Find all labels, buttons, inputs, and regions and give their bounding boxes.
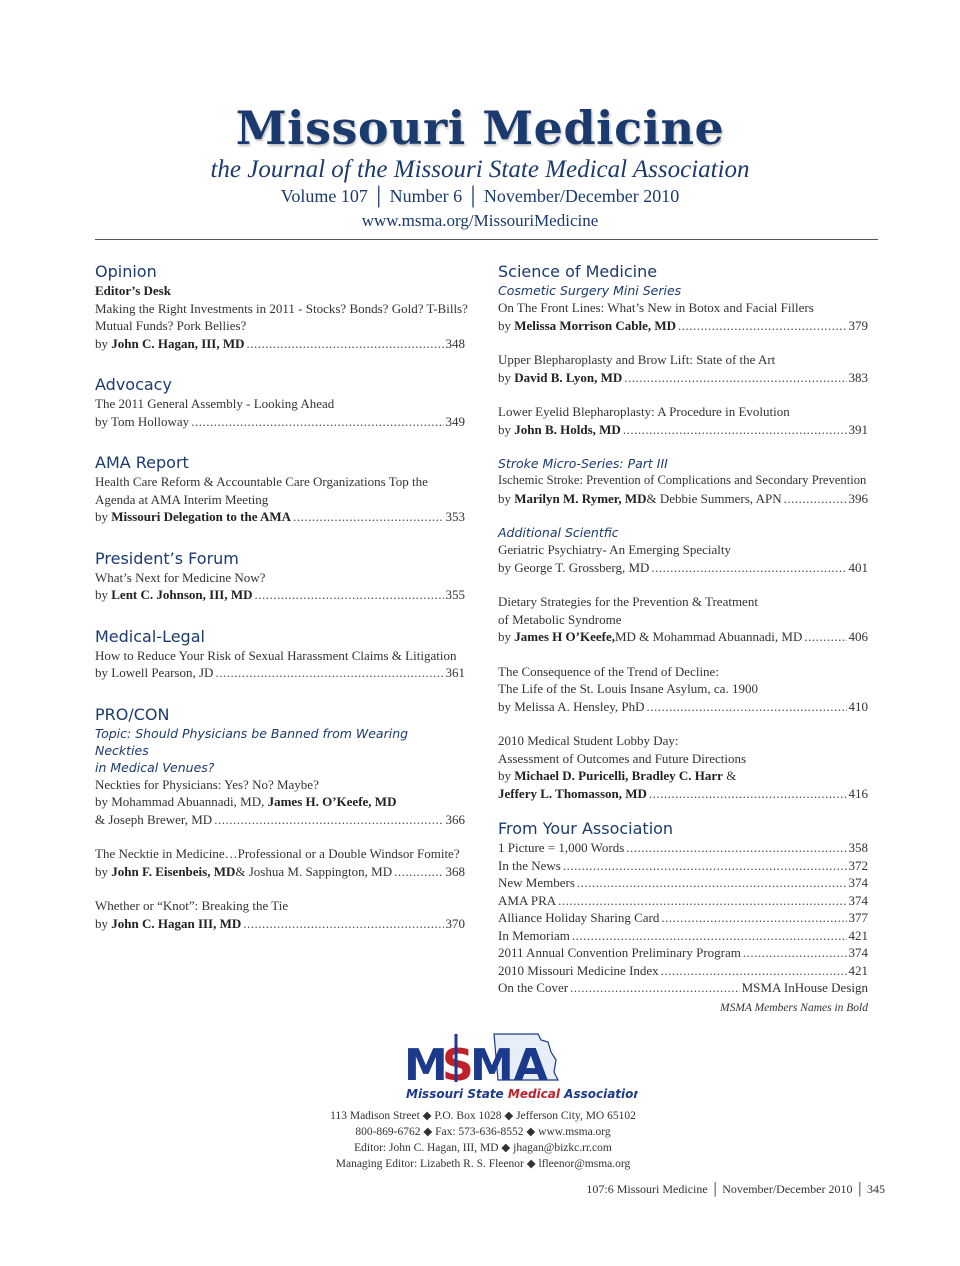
page-number: 374 (848, 875, 868, 890)
page-number: 401 (848, 559, 868, 575)
logo-letters-ma: MA (470, 1040, 548, 1091)
subsection-heading: Editor’s Desk (95, 283, 171, 298)
page-number: 361 (445, 665, 465, 680)
article-title: Ischemic Stroke: Prevention of Complications and Secondary Prevention (498, 473, 867, 487)
dot-leader (293, 508, 443, 526)
dot-leader (743, 944, 847, 962)
dot-leader (661, 909, 846, 927)
toc-entry[interactable]: by Missouri Delegation to the AMA ..... 353 (95, 508, 465, 526)
toc-entry[interactable]: by John F. Eisenbeis, MD & Joshua M. Sappington, MD ..... 368 (95, 863, 465, 881)
page-number: 358 (848, 840, 868, 855)
article-title: Mutual Funds? Pork Bellies? (95, 318, 247, 333)
series-heading: Stroke Micro-Series: Part III (498, 456, 668, 471)
msma-logo (398, 1030, 638, 1106)
article-title: Neckties for Physicians: Yes? No? Maybe? (95, 776, 319, 792)
logo-letter-m: M (404, 1040, 448, 1091)
association-item[interactable] (498, 874, 868, 892)
contact-block (0, 1108, 960, 1172)
page-number: 383 (848, 369, 868, 385)
article-title: How to Reduce Your Risk of Sexual Harassment Claims & Litigation (95, 647, 457, 663)
article-title: Whether or “Knot”: Breaking the Tie (95, 898, 289, 913)
article-title: The Consequence of the Trend of Decline: (498, 663, 719, 679)
editor-line[interactable]: Editor: John C. Hagan, III, MD ◆ jhagan@bizkc.rr.com (354, 1142, 612, 1154)
article-title: Dietary Strategies for the Prevention & Treatment (498, 594, 758, 609)
item-label: On the Cover (498, 980, 569, 995)
author-name: John C. Hagan, III, MD (111, 335, 245, 351)
author-name: Missouri Delegation to the AMA (111, 509, 292, 524)
author-name: by Melissa A. Hensley, PhD (498, 698, 645, 714)
section-heading: President’s Forum (95, 548, 239, 568)
author-name: James H O’Keefe, (514, 629, 615, 644)
author-name: by George T. Grossberg, MD (498, 559, 650, 575)
article-title: Health Care Reform & Accountable Care Organizations Top the (95, 474, 428, 489)
page-number: 348 (445, 335, 465, 351)
page-number: 406 (848, 629, 868, 644)
article-title: Upper Blepharoplasty and Brow Lift: State of the Art (498, 352, 776, 367)
page-number: 396 (848, 490, 868, 506)
toc-entry[interactable]: by David B. Lyon, MD ..... 383 (498, 369, 868, 387)
item-label: New Members (498, 875, 575, 890)
page-number: MSMA InHouse Design (741, 980, 868, 995)
toc-left-column (95, 262, 468, 932)
dot-leader (626, 839, 846, 857)
topic-heading: in Medical Venues? (95, 759, 215, 775)
address-line: 113 Madison Street ◆ P.O. Box 1028 ◆ Jefferson City, MO 65102 (330, 1110, 636, 1122)
logo-organization-name: Missouri State Medical Association (406, 1087, 638, 1101)
toc-entry[interactable] (498, 785, 868, 803)
author-name: Michael D. Puricelli, Bradley C. Harr (514, 768, 723, 783)
author-name: James H. O’Keefe, MD (267, 794, 397, 809)
masthead (0, 100, 960, 232)
item-label: In Memoriam (498, 927, 570, 943)
dot-leader (649, 785, 847, 803)
author-name: Marilyn M. Rymer, MD (514, 490, 647, 506)
section-heading: Advocacy (95, 375, 172, 394)
section-advocacy (95, 375, 465, 430)
association-item[interactable] (498, 927, 868, 945)
association-item[interactable] (498, 892, 868, 910)
section-medical-legal (95, 627, 465, 682)
page-number: 353 (445, 509, 465, 524)
logo-letter-s: S (442, 1040, 474, 1091)
toc-entry[interactable] (498, 559, 868, 577)
section-heading: AMA Report (95, 453, 189, 472)
page-number: 374 (848, 892, 868, 908)
dot-leader (624, 369, 846, 387)
item-label: 2010 Missouri Medicine Index (498, 962, 659, 978)
section-science-of-medicine (498, 262, 868, 438)
dot-leader (647, 698, 847, 716)
section-opinion (95, 262, 468, 352)
series-heading: Additional Scientfic (498, 525, 619, 540)
section-stroke-series (498, 455, 868, 507)
page-number: 355 (445, 587, 465, 602)
toc-entry[interactable]: by John C. Hagan, III, MD ..... 348 (95, 335, 465, 353)
journal-url[interactable]: www.msma.org/MissouriMedicine (361, 211, 599, 230)
dot-leader (804, 628, 846, 646)
article-title: Assessment of Outcomes and Future Directions (498, 750, 747, 766)
author-name: John C. Hagan III, MD (111, 915, 242, 931)
association-item[interactable] (498, 909, 868, 927)
dot-leader (191, 413, 443, 431)
item-label: 2011 Annual Convention Preliminary Program (498, 945, 741, 960)
article-title: Geriatric Psychiatry- An Emerging Specialty (498, 542, 731, 557)
toc-entry[interactable] (95, 811, 465, 829)
article-title: The Life of the St. Louis Insane Asylum, ca. 1900 (498, 681, 758, 696)
page-number: 370 (445, 915, 465, 931)
author-name: John B. Holds, MD (514, 421, 621, 437)
dot-leader (572, 927, 847, 945)
author-name: by Lowell Pearson, JD (95, 665, 214, 680)
article-title: The Necktie in Medicine…Professional or a Double Windsor Fomite? (95, 846, 460, 861)
page-number: 372 (848, 857, 868, 873)
page-folio: 107:6 Missouri Medicine │ November/December 2010 │ 345 (586, 1182, 885, 1196)
toc-entry[interactable]: by James H O’Keefe, MD & Mohammad Abuannadi, MD ..... 406 (498, 628, 868, 646)
association-item[interactable] (498, 962, 868, 980)
author-name: John F. Eisenbeis, MD (111, 863, 236, 879)
section-heading: Medical-Legal (95, 626, 205, 646)
page-number: 416 (848, 785, 868, 801)
toc-entry[interactable]: by John B. Holds, MD ..... 391 (498, 421, 868, 439)
association-item[interactable] (498, 979, 868, 997)
page-number: 368 (445, 863, 465, 879)
toc-entry[interactable] (95, 413, 465, 431)
page-number: 377 (848, 910, 868, 925)
page-number: 379 (848, 317, 868, 333)
association-list (498, 839, 868, 997)
page-number: 374 (848, 945, 868, 960)
author-name: Lent C. Johnson, III, MD (111, 587, 253, 602)
author-name: David B. Lyon, MD (514, 369, 623, 385)
page-number: 421 (848, 927, 868, 943)
dot-leader (243, 915, 443, 933)
series-heading: Cosmetic Surgery Mini Series (498, 283, 682, 298)
dot-leader (623, 421, 847, 439)
item-label: 1 Picture = 1,000 Words (498, 840, 625, 855)
page-number: 349 (445, 413, 465, 429)
phone-line[interactable]: 800-869-6762 ◆ Fax: 573-636-8552 ◆ www.msma.org (355, 1126, 611, 1138)
dot-leader (678, 317, 846, 335)
article-title: 2010 Medical Student Lobby Day: (498, 733, 679, 748)
toc-entry[interactable]: by Melissa Morrison Cable, MD ..... 379 (498, 317, 868, 335)
article-byline: by Mohammad Abuannadi, MD, James H. O’Keefe, MD (95, 794, 397, 809)
author-name: Jeffery L. Thomasson, MD (498, 785, 647, 801)
page-number: 421 (848, 962, 868, 978)
masthead-divider (95, 239, 878, 240)
author-name: by Tom Holloway (95, 413, 190, 429)
section-presidents-forum (95, 549, 465, 604)
page-number: 366 (445, 811, 465, 827)
section-heading: From Your Association (498, 819, 674, 838)
dot-leader (563, 857, 847, 875)
article-title: of Metabolic Syndrome (498, 611, 622, 627)
dot-leader (394, 863, 443, 881)
section-heading: Science of Medicine (498, 262, 658, 281)
issue-line: Volume 107 │ Number 6 │ November/December 2010 (280, 186, 680, 206)
item-label: Alliance Holiday Sharing Card (498, 910, 660, 925)
journal-title: Missouri Medicine (235, 101, 725, 155)
item-label: AMA PRA (498, 892, 557, 908)
section-pro-con (95, 705, 465, 933)
topic-heading: Topic: Should Physicians be Banned from Wearing Neckties (95, 725, 409, 758)
section-from-your-association (498, 819, 868, 1017)
page-number: 391 (848, 421, 868, 437)
article-title: Agenda at AMA Interim Meeting (95, 491, 269, 507)
dot-leader (254, 586, 443, 604)
dot-leader (570, 979, 740, 997)
section-ama-report (95, 453, 465, 526)
page-number: 410 (848, 698, 868, 714)
dot-leader (661, 962, 847, 980)
association-item[interactable] (498, 839, 868, 857)
dot-leader (784, 490, 847, 508)
item-label: In the News (498, 857, 561, 873)
section-heading: Opinion (95, 262, 157, 281)
article-title: Making the Right Investments in 2011 - Stocks? Bonds? Gold? T-Bills? (95, 300, 468, 316)
toc-entry[interactable]: by John C. Hagan III, MD ..... 370 (95, 915, 465, 933)
section-additional-scientific (498, 524, 868, 802)
dot-leader (214, 811, 443, 829)
toc-right-column (498, 262, 868, 1017)
dot-leader (558, 892, 846, 910)
article-title: The 2011 General Assembly - Looking Ahead (95, 396, 335, 411)
journal-subtitle: the Journal of the Missouri State Medical Association (210, 156, 750, 183)
dot-leader (577, 874, 847, 892)
article-title: What’s Next for Medicine Now? (95, 569, 266, 585)
article-title: On The Front Lines: What’s New in Botox and Facial Fillers (498, 300, 814, 315)
article-byline: by Michael D. Puricelli, Bradley C. Harr & (498, 768, 737, 783)
author-name: Melissa Morrison Cable, MD (514, 317, 677, 333)
toc-entry[interactable] (95, 664, 465, 682)
dot-leader (651, 559, 846, 577)
toc-entry[interactable]: by Marilyn M. Rymer, MD & Debbie Summers, APN ..... 396 (498, 490, 868, 508)
toc-entry[interactable]: by Lent C. Johnson, III, MD ..... 355 (95, 586, 465, 604)
association-item[interactable] (498, 857, 868, 875)
author-name: & Joseph Brewer, MD (95, 811, 213, 827)
managing-editor-line[interactable]: Managing Editor: Lizabeth R. S. Fleenor ◆ lfleenor@msma.org (335, 1158, 631, 1170)
toc-entry[interactable] (498, 698, 868, 716)
section-heading: PRO/CON (95, 704, 170, 724)
dot-leader (247, 335, 444, 353)
dot-leader (215, 664, 443, 682)
bold-names-note: MSMA Members Names in Bold (720, 1001, 868, 1014)
msma-logo-graphic (398, 1030, 638, 1106)
article-title: Lower Eyelid Blepharoplasty: A Procedure in Evolution (498, 404, 790, 419)
association-item[interactable] (498, 944, 868, 962)
